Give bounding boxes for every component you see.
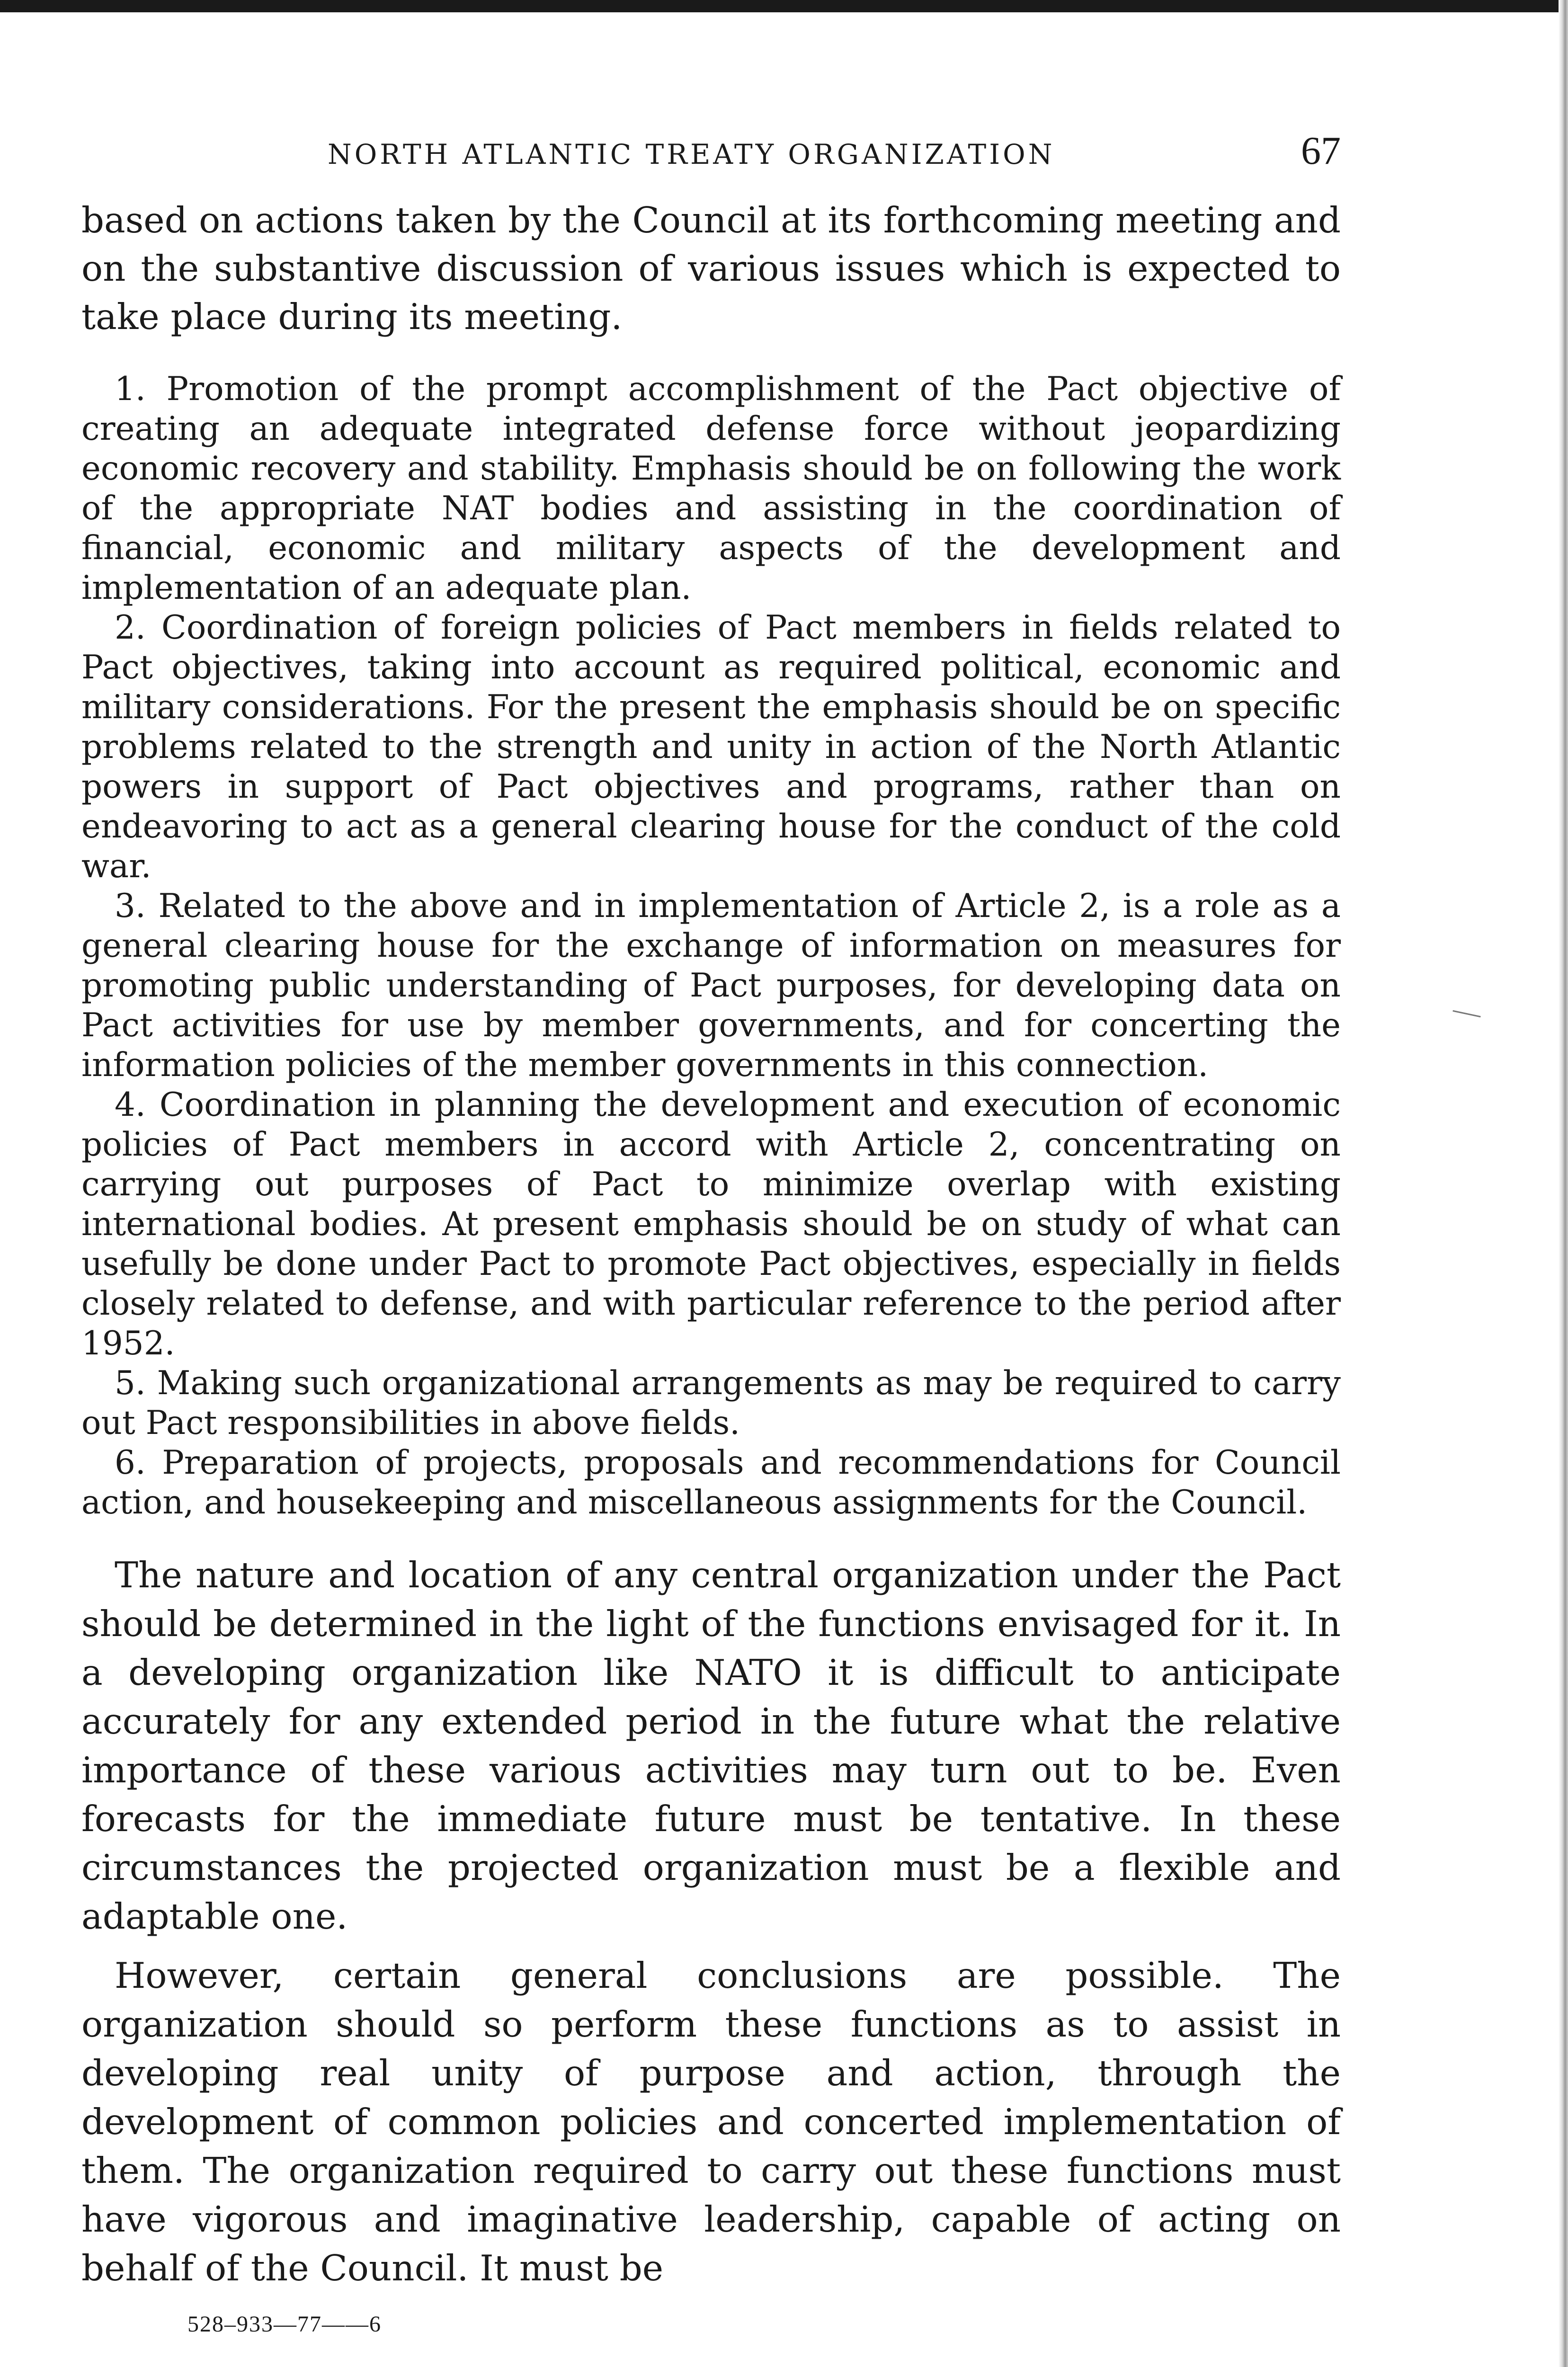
document-page xyxy=(81,128,1341,2293)
numbered-list xyxy=(81,369,1341,1522)
list-item-3: 3. Related to the above and in implementation of Article 2, is a role as a general clearing house for the exchange of information on measures for promoting public understanding of Pact purposes, for developing data on Pact activities for use by member governments, and for concerting the information policies of the member governments in this connection. xyxy=(81,887,1341,1084)
print-code-footer: 528–933—77——6 xyxy=(187,2312,382,2337)
running-title: NORTH ATLANTIC TREATY ORGANIZATION xyxy=(328,138,1055,170)
list-item-5: 5. Making such organizational arrangements as may be required to carry out Pact responsibilities in above fields. xyxy=(81,1364,1341,1442)
list-item-1: 1. Promotion of the prompt accomplishment of the Pact objective of creating an adequate integrated defense force without jeopardizing economic recovery and stability. Emphasis should be on following the work of the appropriate NAT bodies and assisting in the coordination of financial, economic and military aspects of the development and implementation of an adequate plan. xyxy=(81,370,1341,607)
lead-paragraph: based on actions taken by the Council at its forthcoming meeting and on the substantive discussion of various issues which is expected to take place during its meeting. xyxy=(81,199,1341,338)
running-header xyxy=(81,128,1341,185)
list-item-4: 4. Coordination in planning the development and execution of economic policies of Pact members in accord with Article 2, concentrating on carrying out purposes of Pact to minimize overlap with existing international bodies. At present emphasis should be on study of what can usefully be done under Pact to promote Pact objectives, especially in fields closely related to defense, and with particular reference to the period after 1952. xyxy=(81,1086,1341,1362)
body-paragraph-conclusions: However, certain general conclusions are possible. The organization should so perform these functions as to assist in developing real unity of purpose and action, through the development of common policies and concerted implementation of them. The organization required to carry out these functions must have vigorous and imaginative leadership, capable of acting on behalf of the Council. It must be xyxy=(81,1955,1341,2289)
list-item-6: 6. Preparation of projects, proposals and recommendations for Council action, and housekeeping and miscellaneous assignments for the Council. xyxy=(81,1444,1341,1522)
body-paragraph-organization: The nature and location of any central organization under the Pact should be determined in the light of the functions envisaged for it. In a developing organization like NATO it is difficult to anticipate accurately for any extended period in the future what the relative importance of these various activities may turn out to be. Even forecasts for the immediate future must be tentative. In these circumstances the projected organization must be a flexible and adaptable one. xyxy=(81,1554,1341,1937)
top-border-rule xyxy=(0,0,1568,12)
page-edge-shadow xyxy=(1559,0,1568,2367)
margin-mark xyxy=(1452,1010,1480,1017)
list-item-2: 2. Coordination of foreign policies of Pact members in fields related to Pact objectives, taking into account as required political, economic and military considerations. For the present the emphasis should be on specific problems related to the strength and unity in action of the North Atlantic powers in support of Pact objectives and programs, rather than on endeavoring to act as a general clearing house for the conduct of the cold war. xyxy=(81,609,1341,885)
page-number: 67 xyxy=(1301,129,1341,173)
